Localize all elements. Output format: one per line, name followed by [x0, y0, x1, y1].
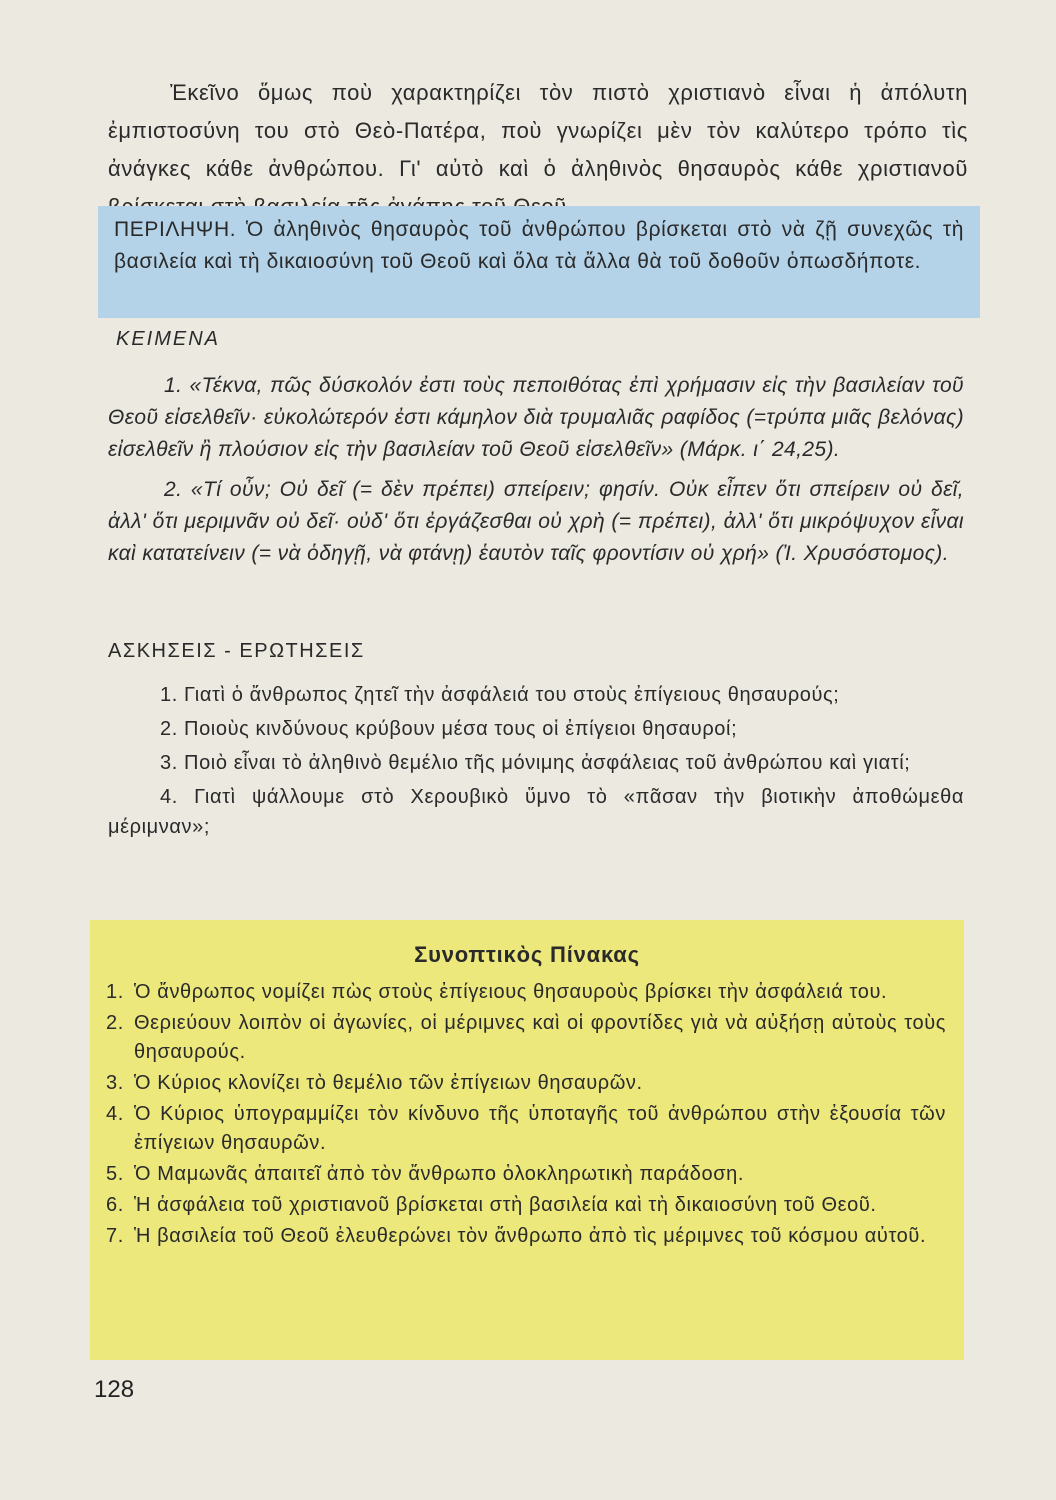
synopsis-item — [106, 1160, 946, 1189]
synopsis-item — [106, 1009, 946, 1067]
summary-box — [98, 206, 980, 318]
synopsis-item-number: 4. — [106, 1103, 124, 1125]
exercise-item: 2. Ποιοὺς κινδύνους κρύβουν μέσα τους οἱ ἐπίγειοι θησαυροί; — [160, 718, 738, 740]
synopsis-item — [106, 1100, 946, 1158]
synopsis-item — [106, 978, 946, 1007]
synopsis-item-text: Ὁ Μαμωνᾶς ἀπαιτεῖ ἀπὸ τὸν ἄνθρωπο ὁλοκληρωτικὴ παράδοση. — [134, 1163, 745, 1185]
exercise-item: 1. Γιατὶ ὁ ἄνθρωπος ζητεῖ τὴν ἀσφάλειά του στοὺς ἐπίγειους θησαυρούς; — [160, 684, 840, 706]
synopsis-item-number: 3. — [106, 1072, 124, 1094]
text-quote-2: 2. «Τί οὖν; Οὐ δεῖ (= δὲν πρέπει) σπείρειν; φησίν. Οὐκ εἶπεν ὅτι σπείρειν οὐ δεῖ, ἀλλ' ὅτι μεριμνᾶν οὐ δεῖ· οὐδ' ὅτι ἐργάζεσθαι οὐ χρὴ (= πρέπει), ἀλλ' ὅτι μικρόψυχον εἶναι καὶ κατατείνειν (= νὰ ὁδηγῇ, νὰ φτάνῃ) ἑαυτὸν ταῖς φροντίσιν οὐ χρή» (Ἰ. Χρυσόστομος). — [108, 478, 964, 565]
synopsis-item-text: Ἡ ἀσφάλεια τοῦ χριστιανοῦ βρίσκεται στὴ βασιλεία καὶ τὴ δικαιοσύνη τοῦ Θεοῦ. — [134, 1194, 877, 1216]
intro-paragraph: Ἐκεῖνο ὅμως ποὺ χαρακτηρίζει τὸν πιστὸ χριστιανὸ εἶναι ἡ ἀπόλυτη ἐμπιστοσύνη του στὸ Θεὸ-Πατέρα, ποὺ γνωρίζει μὲν τὸν καλύτερο τρόπο τὶς ἀνάγκες κάθε ἀνθρώπου. Γι' αὐτὸ καὶ ὁ ἀληθινὸς θησαυρὸς κάθε χριστιανοῦ — [108, 80, 968, 181]
synopsis-item — [106, 1222, 946, 1251]
synopsis-item-number: 5. — [106, 1163, 124, 1185]
synopsis-item-number: 6. — [106, 1194, 124, 1216]
synopsis-item-number: 7. — [106, 1225, 124, 1247]
exercise-item: 3. Ποιὸ εἶναι τὸ ἀληθινὸ θεμέλιο τῆς μόνιμης ἀσφάλειας τοῦ ἀνθρώπου καὶ γιατί; — [160, 752, 911, 774]
synopsis-item-number: 1. — [106, 981, 124, 1003]
synopsis-box — [90, 920, 964, 1360]
synopsis-item — [106, 1191, 946, 1220]
synopsis-item-text: Ὁ ἄνθρωπος νομίζει πὼς στοὺς ἐπίγειους θησαυροὺς βρίσκει τὴν ἀσφάλειά του. — [134, 981, 888, 1003]
exercise-item: 4. Γιατὶ ψάλλουμε στὸ Χερουβικὸ ὕμνο τὸ «πᾶσαν τὴν βιοτικὴν ἀποθώμεθα μέριμναν»; — [108, 786, 964, 838]
synopsis-item-text: Ὁ Κύριος κλονίζει τὸ θεμέλιο τῶν ἐπίγειων θησαυρῶν. — [134, 1072, 643, 1094]
texts-heading: ΚΕΙΜΕΝΑ — [116, 328, 221, 350]
synopsis-item — [106, 1069, 946, 1098]
summary-text: ΠΕΡΙΛΗΨΗ. Ὁ ἀληθινὸς θησαυρὸς τοῦ ἀνθρώπου βρίσκεται στὸ νὰ ζῇ συνεχῶς τὴ βασιλεία καὶ τὴ δικαιοσύνη τοῦ Θεοῦ καὶ ὅλα τὰ ἄλλα θὰ τοῦ δοθοῦν ὁπωσδήποτε. — [114, 218, 964, 273]
exercises-heading: ΑΣΚΗΣΕΙΣ - ΕΡΩΤΗΣΕΙΣ — [108, 640, 365, 662]
synopsis-item-text: Ὁ Κύριος ὑπογραμμίζει τὸν κίνδυνο τῆς ὑποταγῆς τοῦ ἀνθρώπου στὴν ἐξουσία τῶν ἐπίγειων θησαυρῶν. — [134, 1103, 946, 1154]
synopsis-item-text: Θεριεύουν λοιπὸν οἱ ἀγωνίες, οἱ μέριμνες καὶ οἱ φροντίδες γιὰ νὰ αὐξήσῃ αὐτοὺς τοὺς θησαυρούς. — [134, 1012, 946, 1063]
exercises-section — [108, 680, 964, 846]
synopsis-item-number: 2. — [106, 1012, 124, 1034]
texts-section — [108, 370, 964, 578]
synopsis-item-text: Ἡ βασιλεία τοῦ Θεοῦ ἐλευθερώνει τὸν ἄνθρωπο ἀπὸ τὶς μέριμνες τοῦ κόσμου αὐτοῦ. — [134, 1225, 927, 1247]
text-quote-1: 1. «Τέκνα, πῶς δύσκολόν ἐστι τοὺς πεποιθότας ἐπὶ χρήμασιν εἰς τὴν βασιλείαν τοῦ Θεοῦ εἰσελθεῖν· εὐκολώτερόν ἐστι κάμηλον διὰ τρυμαλιᾶς ραφίδος (=τρύπα μιᾶς βελόνας) εἰσελθεῖν ἢ πλούσιον εἰς τὴν βασιλείαν τοῦ Θεοῦ εἰσελθεῖν» (Μάρκ. ι΄ 24,25). — [108, 374, 964, 461]
synopsis-list — [90, 978, 964, 1251]
synopsis-title: Συνοπτικὸς Πίνακας — [414, 942, 640, 967]
page-number: 128 — [94, 1376, 135, 1403]
